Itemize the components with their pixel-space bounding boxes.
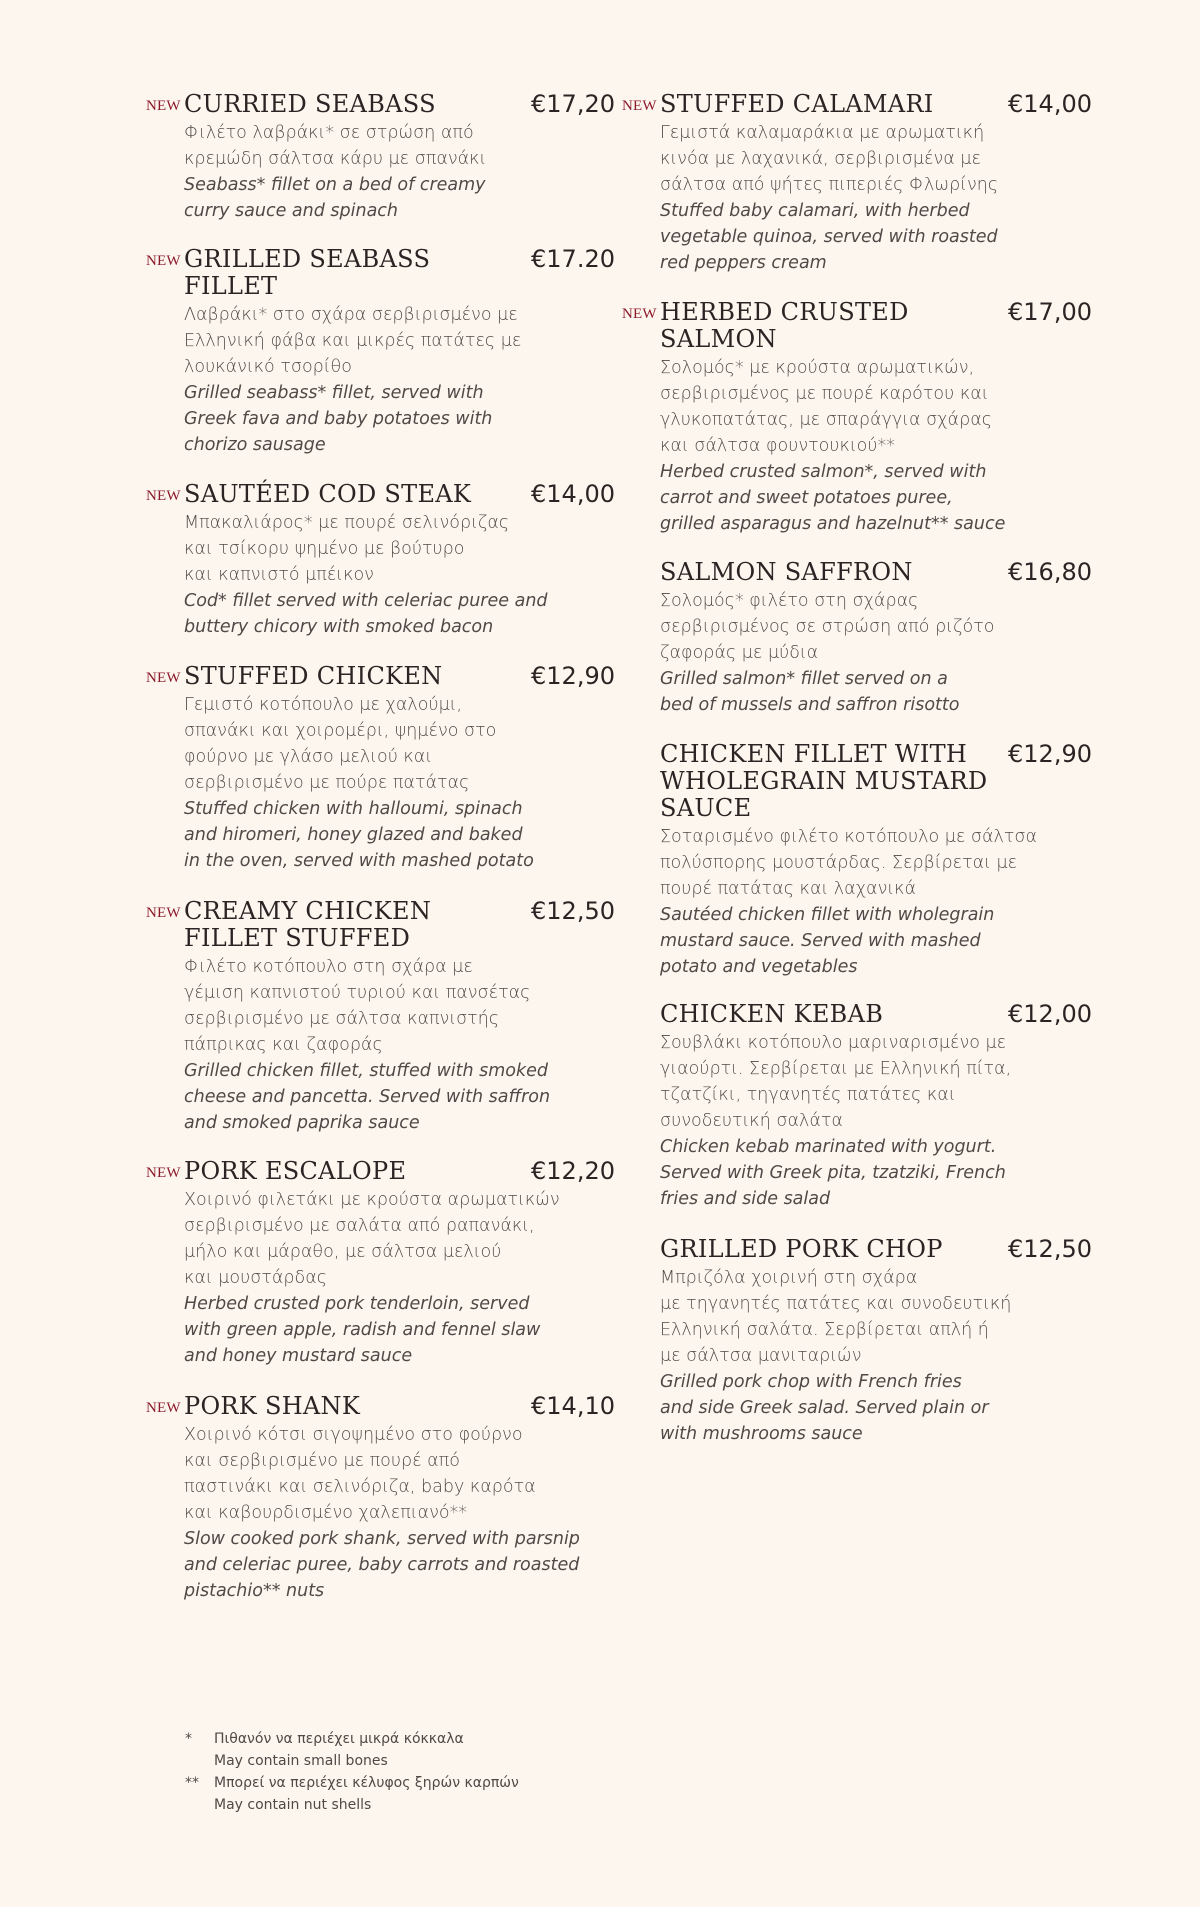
- footnote-english: May contain nut shells: [214, 1797, 372, 1813]
- english-description-line: Grilled seabass* fillet, served with: [184, 383, 484, 403]
- menu-item: [622, 298, 1092, 537]
- item-title-row: [146, 245, 615, 300]
- greek-description-line: Μπριζόλα χοιρινή στη σχάρα: [660, 1268, 918, 1288]
- item-title-row: [622, 298, 1092, 353]
- item-title-row: [660, 1000, 1092, 1028]
- greek-description-line: Σολομός* φιλέτο στη σχάρας: [660, 591, 919, 611]
- greek-description-line: Λαβράκι* στο σχάρα σερβιρισμένο με: [184, 305, 518, 325]
- greek-description-line: Σουβλάκι κοτόπουλο μαριναρισμένο με: [660, 1033, 1007, 1053]
- english-description-line: Chicken kebab marinated with yogurt.: [660, 1137, 997, 1157]
- greek-description-line: σερβιρισμένος με πουρέ καρότου και: [660, 384, 989, 404]
- item-price: €16,80: [1008, 558, 1092, 586]
- greek-description-line: ζαφοράς με μύδια: [660, 643, 819, 663]
- greek-description-line: Ελληνική φάβα και μικρές πατάτες με: [184, 331, 522, 351]
- english-description-line: and celeriac puree, baby carrots and roasted: [184, 1555, 580, 1575]
- greek-description-line: σερβιρισμένο με πούρε πατάτας: [184, 773, 470, 793]
- menu-item: [146, 662, 615, 874]
- item-name-line: STUFFED CHICKEN: [184, 662, 443, 690]
- menu-item: [660, 558, 1092, 718]
- greek-description-line: σάλτσα από ψήτες πιπεριές Φλωρίνης: [660, 175, 999, 195]
- item-title-row: [146, 480, 615, 508]
- footnote-mark: *: [185, 1731, 192, 1747]
- menu-item: [146, 1157, 615, 1369]
- item-name: [660, 1236, 1011, 1263]
- menu-item: [660, 740, 1092, 980]
- new-badge: NEW: [146, 670, 181, 686]
- english-description-line: Sautéed chicken fillet with wholegrain: [660, 905, 995, 925]
- english-description-line: red peppers cream: [660, 253, 827, 273]
- new-badge: NEW: [146, 905, 181, 921]
- item-name-line: PORK SHANK: [184, 1392, 361, 1420]
- item-title-row: [660, 740, 1092, 822]
- item-price: €14,00: [1008, 90, 1092, 118]
- item-name: [184, 91, 486, 118]
- english-description-line: with green apple, radish and fennel slaw: [184, 1320, 541, 1340]
- menu-item: [146, 245, 615, 458]
- greek-description-line: παστινάκι και σελινόριζα, baby καρότα: [184, 1477, 536, 1497]
- footnote-greek: Μπορεί να περιέχει κέλυφος ξηρών καρπών: [214, 1775, 519, 1791]
- item-title-row: [146, 1392, 615, 1420]
- item-description: [660, 824, 1037, 980]
- new-badge: NEW: [146, 488, 181, 504]
- item-price: €17,00: [1008, 298, 1092, 326]
- item-name: [184, 246, 521, 300]
- greek-description-line: και καβουρδισμένο χαλεπιανό**: [184, 1503, 468, 1523]
- item-name: [660, 559, 994, 586]
- english-description-line: Grilled pork chop with French fries: [660, 1372, 962, 1392]
- item-price: €12,20: [531, 1157, 615, 1185]
- english-description-line: Greek fava and baby potatoes with: [184, 409, 493, 429]
- item-name-line: CURRIED SEABASS: [184, 90, 436, 118]
- english-description-line: vegetable quinoa, served with roasted: [660, 227, 998, 247]
- menu-item: [146, 480, 615, 640]
- item-price: €14,10: [531, 1392, 615, 1420]
- item-price: €17,20: [531, 90, 615, 118]
- greek-description-line: Μπακαλιάρος* με πουρέ σελινόριζας: [184, 513, 510, 533]
- item-title-row: [146, 90, 615, 118]
- item-name-line: WHOLEGRAIN MUSTARD: [660, 767, 988, 795]
- item-name-line: GRILLED PORK CHOP: [660, 1235, 943, 1263]
- english-description-line: cheese and pancetta. Served with saffron: [184, 1087, 551, 1107]
- item-description: [660, 120, 998, 276]
- greek-description-line: συνοδευτική σαλάτα: [660, 1111, 843, 1131]
- item-name: [660, 1001, 1011, 1028]
- english-description-line: carrot and sweet potatoes puree,: [660, 488, 953, 508]
- item-name: [184, 663, 534, 690]
- english-description-line: buttery chicory with smoked bacon: [184, 617, 494, 637]
- item-title-row: [622, 90, 1092, 118]
- english-description-line: pistachio** nuts: [184, 1581, 325, 1601]
- english-description-line: Herbed crusted salmon*, served with: [660, 462, 987, 482]
- english-description-line: Grilled chicken fillet, stuffed with smoked: [184, 1061, 549, 1081]
- footnote-english: May contain small bones: [214, 1753, 388, 1769]
- item-name: [184, 481, 548, 508]
- english-description-line: with mushrooms sauce: [660, 1424, 863, 1444]
- greek-description-line: Ελληνική σαλάτα. Σερβίρεται απλή ή: [660, 1320, 989, 1340]
- english-description-line: mustard sauce. Served with mashed: [660, 931, 981, 951]
- new-badge: NEW: [622, 98, 657, 114]
- footnote-bones: [185, 1728, 519, 1772]
- item-description: [660, 1265, 1011, 1447]
- english-description-line: and hiromeri, honey glazed and baked: [184, 825, 523, 845]
- greek-description-line: Γεμιστά καλαμαράκια με αρωματική: [660, 123, 985, 143]
- item-name-line: CREAMY CHICKEN: [184, 897, 432, 925]
- greek-description-line: γιαούρτι. Σερβίρεται με Ελληνική πίτα,: [660, 1059, 1012, 1079]
- item-name-line: SAUTÉED COD STEAK: [184, 480, 472, 508]
- menu-item: [622, 90, 1092, 276]
- item-price: €12,50: [531, 897, 615, 925]
- greek-description-line: Σολομός* με κρούστα αρωματικών,: [660, 358, 975, 378]
- english-description-line: Served with Greek pita, tzatziki, French: [660, 1163, 1006, 1183]
- menu-item: [660, 1000, 1092, 1212]
- item-name-line: FILLET: [184, 272, 278, 300]
- menu-item: [146, 1392, 615, 1604]
- item-name: [660, 741, 1037, 822]
- item-name-line: HERBED CRUSTED: [660, 298, 909, 326]
- item-name: [184, 1158, 560, 1185]
- item-title-row: [146, 662, 615, 690]
- menu-item: [146, 897, 615, 1136]
- footnote-mark: **: [185, 1775, 199, 1791]
- item-name: [184, 898, 550, 952]
- item-title-row: [146, 897, 615, 952]
- new-badge: NEW: [146, 253, 181, 269]
- item-title-row: [146, 1157, 615, 1185]
- item-name-line: PORK ESCALOPE: [184, 1157, 407, 1185]
- greek-description-line: πουρέ πατάτας και λαχανικά: [660, 879, 917, 899]
- greek-description-line: σερβιρισμένος σε στρώση από ριζότο: [660, 617, 995, 637]
- item-name-line: CHICKEN FILLET WITH: [660, 740, 968, 768]
- footnotes: [185, 1728, 519, 1816]
- greek-description-line: σπανάκι και χοιρομέρι, ψημένο στο: [184, 721, 497, 741]
- item-name: [660, 91, 998, 118]
- item-name-line: SAUCE: [660, 794, 752, 822]
- english-description-line: Seabass* fillet on a bed of creamy: [184, 175, 486, 195]
- english-description-line: in the oven, served with mashed potato: [184, 851, 534, 871]
- greek-description-line: πολύσπορης μουστάρδας. Σερβίρεται με: [660, 853, 1018, 873]
- english-description-line: grilled asparagus and hazelnut** sauce: [660, 514, 1006, 534]
- greek-description-line: φούρνο με γλάσο μελιού και: [184, 747, 433, 767]
- greek-description-line: τζατζίκι, τηγανητές πατάτες και: [660, 1085, 956, 1105]
- greek-description-line: κινόα με λαχανικά, σερβιρισμένα με: [660, 149, 981, 169]
- new-badge: NEW: [146, 1165, 181, 1181]
- greek-description-line: και σερβιρισμένο με πουρέ από: [184, 1451, 460, 1471]
- item-name-line: STUFFED CALAMARI: [660, 90, 934, 118]
- menu-item: [146, 90, 615, 224]
- greek-description-line: μήλο και μάραθο, με σάλτσα μελιού: [184, 1242, 502, 1262]
- item-name-line: CHICKEN KEBAB: [660, 1000, 884, 1028]
- item-description: [184, 1422, 580, 1604]
- item-price: €17.20: [531, 245, 615, 273]
- item-name-line: SALMON: [660, 325, 777, 353]
- footnote-nuts: [185, 1772, 519, 1816]
- greek-description-line: πάπρικας και ζαφοράς: [184, 1035, 383, 1055]
- item-name: [184, 1393, 580, 1420]
- greek-description-line: και τσίκορυ ψημένο με βούτυρο: [184, 539, 465, 559]
- greek-description-line: και μουστάρδας: [184, 1268, 328, 1288]
- english-description-line: fries and side salad: [660, 1189, 831, 1209]
- greek-description-line: Χοιρινό φιλετάκι με κρούστα αρωματικών: [184, 1190, 560, 1210]
- item-description: [184, 692, 534, 874]
- english-description-line: bed of mussels and saffron risotto: [660, 695, 960, 715]
- item-description: [660, 1030, 1011, 1212]
- greek-description-line: Γεμιστό κοτόπουλο με χαλούμι,: [184, 695, 463, 715]
- greek-description-line: κρεμώδη σάλτσα κάρυ με σπανάκι: [184, 149, 487, 169]
- item-description: [184, 120, 486, 224]
- new-badge: NEW: [146, 98, 181, 114]
- footnote-greek: Πιθανόν να περιέχει μικρά κόκκαλα: [214, 1731, 464, 1747]
- greek-description-line: γέμιση καπνιστού τυριού και πανσέτας: [184, 983, 531, 1003]
- english-description-line: and side Greek salad. Served plain or: [660, 1398, 989, 1418]
- english-description-line: curry sauce and spinach: [184, 201, 399, 221]
- greek-description-line: Φιλέτο λαβράκι* σε στρώση από: [184, 123, 474, 143]
- greek-description-line: σερβιρισμένο με σάλτσα καπνιστής: [184, 1009, 500, 1029]
- english-description-line: and smoked paprika sauce: [184, 1113, 420, 1133]
- english-description-line: Stuffed chicken with halloumi, spinach: [184, 799, 523, 819]
- greek-description-line: λουκάνικό τσορίθο: [184, 357, 352, 377]
- item-description: [184, 510, 548, 640]
- new-badge: NEW: [622, 306, 657, 322]
- item-name-line: FILLET STUFFED: [184, 924, 411, 952]
- item-price: €12,90: [1008, 740, 1092, 768]
- english-description-line: chorizo sausage: [184, 435, 326, 455]
- item-description: [184, 954, 550, 1136]
- item-price: €12,00: [1008, 1000, 1092, 1028]
- english-description-line: Cod* fillet served with celeriac puree and: [184, 591, 548, 611]
- english-description-line: Herbed crusted pork tenderloin, served: [184, 1294, 530, 1314]
- greek-description-line: και σάλτσα φουντουκιού**: [660, 436, 895, 456]
- greek-description-line: και καπνιστό μπέικον: [184, 565, 374, 585]
- item-name-line: GRILLED SEABASS: [184, 245, 431, 273]
- greek-description-line: γλυκοπατάτας, με σπαράγγια σχάρας: [660, 410, 992, 430]
- english-description-line: Stuffed baby calamari, with herbed: [660, 201, 970, 221]
- item-price: €14,00: [531, 480, 615, 508]
- item-name-line: SALMON SAFFRON: [660, 558, 913, 586]
- english-description-line: potato and vegetables: [660, 957, 858, 977]
- greek-description-line: με σάλτσα μανιταριών: [660, 1346, 862, 1366]
- item-description: [184, 1187, 560, 1369]
- item-title-row: [660, 558, 1092, 586]
- english-description-line: Grilled salmon* fillet served on a: [660, 669, 948, 689]
- greek-description-line: Σοταρισμένο φιλέτο κοτόπουλο με σάλτσα: [660, 827, 1038, 847]
- greek-description-line: σερβιρισμένο με σαλάτα από ραπανάκι,: [184, 1216, 535, 1236]
- greek-description-line: με τηγανητές πατάτες και συνοδευτική: [660, 1294, 1012, 1314]
- english-description-line: and honey mustard sauce: [184, 1346, 413, 1366]
- item-name: [660, 299, 1005, 353]
- item-description: [660, 588, 994, 718]
- greek-description-line: Χοιρινό κότσι σιγοψημένο στο φούρνο: [184, 1425, 523, 1445]
- item-price: €12,90: [531, 662, 615, 690]
- item-title-row: [660, 1235, 1092, 1263]
- greek-description-line: Φιλέτο κοτόπουλο στη σχάρα με: [184, 957, 473, 977]
- new-badge: NEW: [146, 1400, 181, 1416]
- menu-item: [660, 1235, 1092, 1447]
- item-description: [660, 355, 1005, 537]
- item-description: [184, 302, 521, 458]
- english-description-line: Slow cooked pork shank, served with parsnip: [184, 1529, 580, 1549]
- item-price: €12,50: [1008, 1235, 1092, 1263]
